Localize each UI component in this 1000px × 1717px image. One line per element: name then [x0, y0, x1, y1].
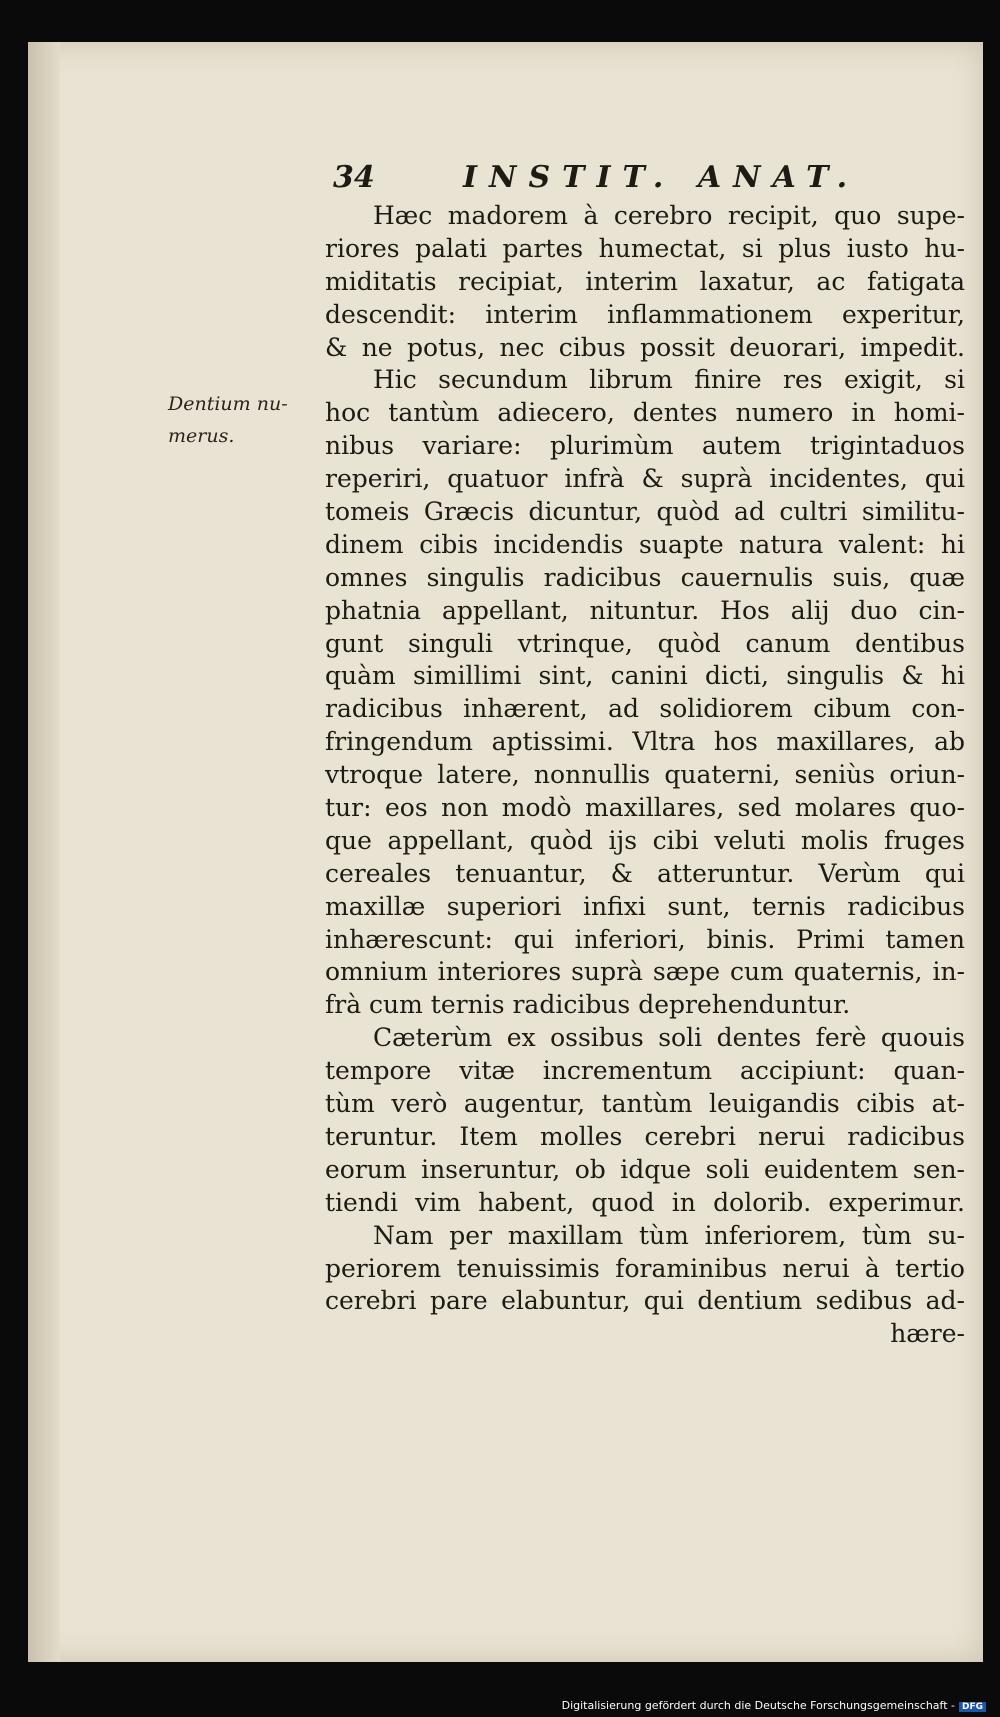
text-line: Hic secundum librum finire res exigit, si: [373, 365, 965, 395]
text-line: Hæc madorem à cerebro recipit, quo supe-: [373, 201, 965, 230]
text-line: miditatis recipiat, interim laxatur, ac fatigata: [325, 266, 965, 296]
page-number: 34: [333, 160, 375, 195]
text-line: teruntur. Item molles cerebri nerui radicibus: [325, 1121, 965, 1151]
text-line: frà cum ternis radicibus deprehenduntur.: [325, 990, 851, 1020]
text-line: vtroque latere, nonnullis quaterni, seniùs oriun-: [325, 760, 965, 790]
page-gutter: [28, 42, 60, 1662]
digitization-footer: [562, 1699, 986, 1712]
text-line: reperiri, quatuor infrà & suprà incidentes, qui: [325, 464, 965, 494]
text-line: tomeis Græcis dicuntur, quòd ad cultri similitu-: [325, 497, 965, 527]
text-line: eorum inseruntur, ob idque soli euidentem sen-: [325, 1154, 965, 1184]
text-line: & ne potus, nec cibus possit deuorari, impedit.: [325, 332, 965, 362]
text-line: Cæterùm ex ossibus soli dentes ferè quouis: [373, 1023, 965, 1053]
text-line: cerebri pare elabuntur, qui dentium sedibus ad-: [325, 1286, 965, 1316]
text-line: phatnia appellant, nituntur. Hos alij duo cin-: [325, 595, 965, 625]
marginal-note: [168, 388, 318, 452]
text-line: tur: eos non modò maxillares, sed molares quo-: [325, 793, 965, 823]
text-line: inhærescunt: qui inferiori, binis. Primi tamen: [325, 924, 965, 954]
text-line: tiendi vim habent, quod in dolorib. experimur.: [325, 1187, 965, 1217]
text-line: dinem cibis incidendis suapte natura valent: hi: [325, 529, 965, 559]
text-line: omnes singulis radicibus cauernulis suis, quæ: [325, 562, 965, 592]
dfg-logo: DFG: [959, 1702, 986, 1712]
text-line: hoc tantùm adiecero, dentes numero in homi-: [325, 398, 965, 428]
text-line: fringendum aptissimi. Vltra hos maxillares, ab: [325, 727, 965, 757]
text-line: descendit: interim inflammationem experitur,: [325, 299, 965, 329]
running-head: INSTIT. ANAT.: [463, 160, 860, 195]
text-line: quàm simillimi sint, canini dicti, singulis & hi: [325, 661, 965, 691]
catchword: hære-: [890, 1319, 965, 1349]
text-line: tempore vitæ incrementum accipiunt: quan-: [325, 1056, 965, 1086]
body-text: [325, 200, 965, 1351]
text-line: maxillæ superiori infixi sunt, ternis radicibus: [325, 891, 965, 921]
text-line: que appellant, quòd ijs cibi veluti molis fruges: [325, 825, 965, 855]
text-line: gunt singuli vtrinque, quòd canum dentibus: [325, 628, 965, 658]
text-line: Nam per maxillam tùm inferiorem, tùm su-: [373, 1220, 965, 1250]
page-header: [333, 160, 863, 196]
text-line: omnium interiores suprà sæpe cum quaternis, in-: [325, 957, 965, 987]
text-line: cereales tenuantur, & atteruntur. Verùm qui: [325, 858, 965, 888]
text-line: periorem tenuissimis foraminibus nerui à tertio: [325, 1253, 965, 1283]
footer-text: Digitalisierung gefördert durch die Deutsche Forschungsgemeinschaft -: [561, 1699, 955, 1712]
marginal-note-line: Dentium nu-: [168, 393, 288, 415]
marginal-note-line: merus.: [168, 425, 235, 447]
text-line: radicibus inhærent, ad solidiorem cibum con-: [325, 694, 965, 724]
text-line: tùm verò augentur, tantùm leuigandis cibis at-: [325, 1089, 965, 1119]
text-line: riores palati partes humectat, si plus iusto hu-: [325, 233, 965, 263]
text-line: nibus variare: plurimùm autem trigintaduos: [325, 431, 965, 461]
